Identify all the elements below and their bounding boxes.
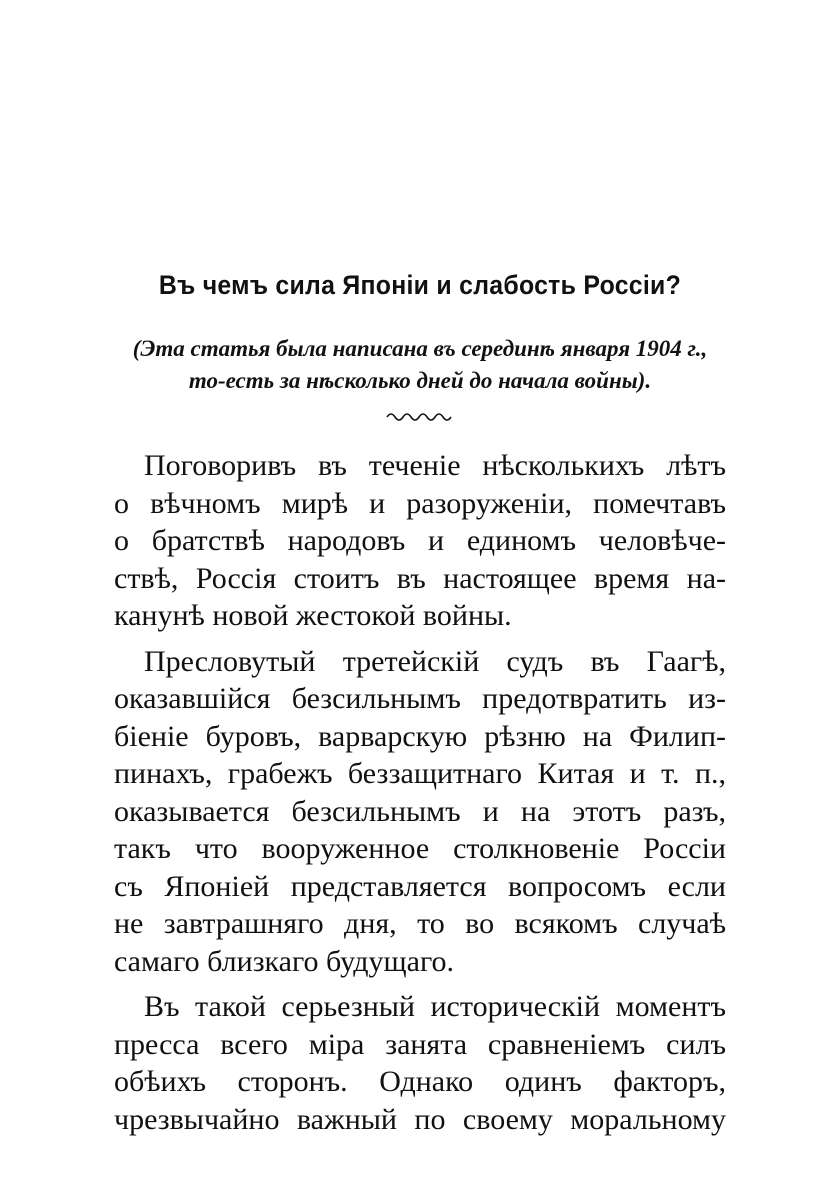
text-line: не завтрашняго дня, то во всякомъ случаѣ xyxy=(114,907,726,940)
text-line: оказавшійся безсильнымъ предотвратить из- xyxy=(114,682,726,715)
subtitle-line-2: то-есть за нѣсколько дней до начала войны). xyxy=(188,368,652,393)
text-line: съ Японіей представляется вопросомъ если xyxy=(114,869,726,903)
text-line: чрезвычайно важный по своему моральному xyxy=(114,1102,726,1136)
text-line: ствѣ, Россія стоитъ въ настоящее время на- xyxy=(114,561,726,595)
text-line: такъ что вооруженное столкновеніе Россіи xyxy=(114,832,726,865)
text-line: оказывается безсильнымъ и на этотъ разъ, xyxy=(114,794,726,828)
text-line: канунѣ новой жестокой войны. xyxy=(114,599,512,632)
wave-ornament-divider xyxy=(385,408,455,424)
text-line: Пресловутый третейскій судъ въ Гаагѣ, xyxy=(144,644,726,678)
text-line: обѣихъ сторонъ. Однако одинъ факторъ, xyxy=(114,1065,726,1098)
text-line: самаго близкаго будущаго. xyxy=(114,944,455,978)
text-line: біеніе буровъ, варварскую рѣзню на Филип- xyxy=(114,719,726,753)
article-title: Въ чемъ сила Японіи и слабость Россіи? xyxy=(158,270,682,300)
text-line: пинахъ, грабежъ беззащитнаго Китая и т. п., xyxy=(114,757,726,790)
text-line: о братствѣ народовъ и единомъ человѣче- xyxy=(114,524,726,557)
text-line: пресса всего міра занята сравненіемъ силъ xyxy=(114,1027,726,1061)
text-line: Поговоривъ въ теченіе нѣсколькихъ лѣтъ xyxy=(144,449,726,482)
text-line: Въ такой серьезный историческій моментъ xyxy=(144,990,726,1023)
text-line: о вѣчномъ мирѣ и разоруженіи, помечтавъ xyxy=(114,486,726,520)
article-body xyxy=(114,447,726,1138)
subtitle-line-1: (Эта статья была написана въ серединѣ января 1904 г., xyxy=(132,336,708,361)
